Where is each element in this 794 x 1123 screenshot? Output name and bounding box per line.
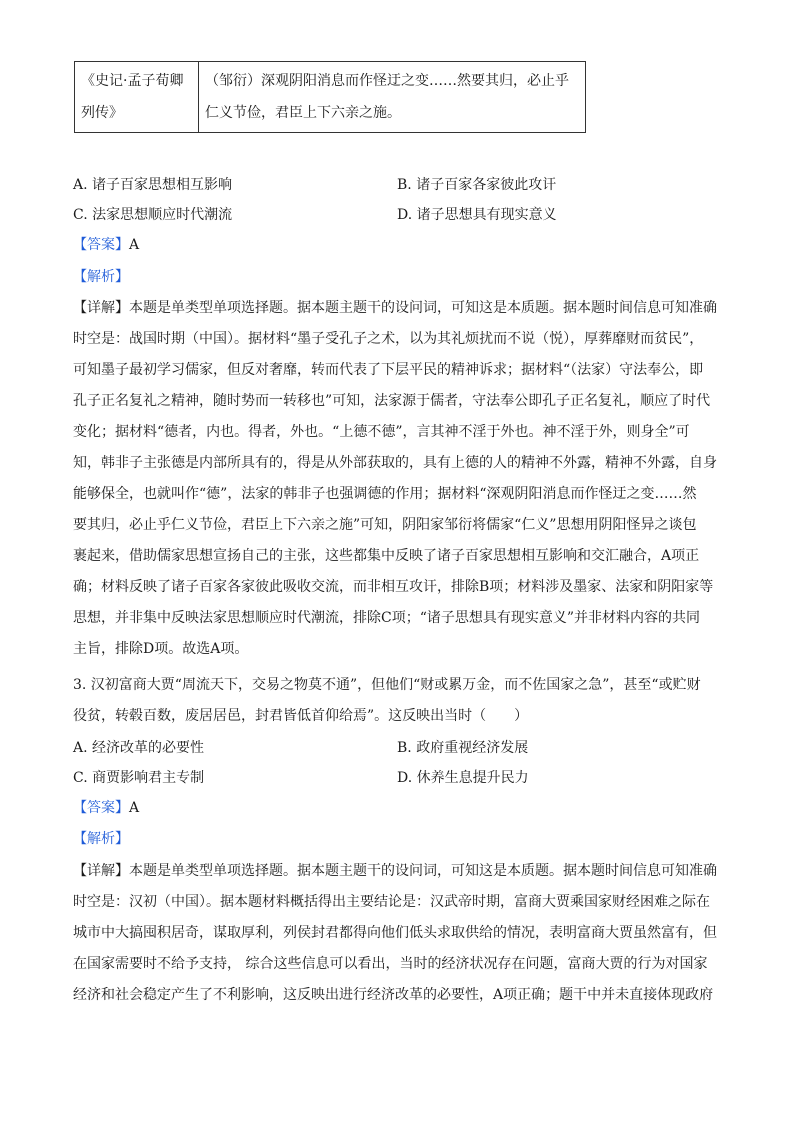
table-cell-source — [75, 62, 199, 133]
q3-analysis-label: 【解析】 — [73, 831, 129, 847]
q2-answer-label: 【答案】 — [73, 237, 129, 253]
q2-explanation-line: 确；材料反映了诸子百家各家彼此吸收交流，而非相互攻讦，排除B项；材料涉及墨家、法家和阴阳家等 — [73, 579, 714, 595]
q2-option-c: C. 法家思想顺应时代潮流 — [73, 207, 233, 223]
table-cell-content — [199, 62, 586, 133]
table-content-line-2: 仁义节俭，君臣上下六亲之施。 — [205, 105, 401, 121]
q3-answer-value: A — [129, 800, 140, 816]
q3-explanation-line: 城市中大搞囤积居奇，谋取厚利，列侯封君都得向他们低头求取供给的情况，表明富商大贾虽然富有，但 — [73, 925, 717, 941]
q2-answer-value: A — [129, 237, 140, 253]
table-source-line-2: 列传》 — [81, 105, 123, 121]
q2-option-b: B. 诸子百家各家彼此攻讦 — [397, 177, 557, 193]
q3-explanation-line: 在国家需要时不给予支持， 综合这些信息可以看出，当时的经济状况存在问题，富商大贾的行为对国家 — [73, 956, 708, 972]
q3-answer — [73, 797, 139, 817]
q3-answer-label: 【答案】 — [73, 800, 129, 816]
q2-explanation-line: 能够保全，也就叫作“德”，法家的韩非子也强调德的作用；据材料“深观阴阳消息而作怪迂之变……然 — [73, 486, 697, 502]
q2-explanation-line: 时空是：战国时期（中国）。据材料“墨子受孔子之术，以为其礼烦扰而不说（悦），厚葬靡财而贫民”， — [73, 331, 704, 347]
q3-option-d: D. 休养生息提升民力 — [397, 770, 529, 786]
q2-option-a: A. 诸子百家思想相互影响 — [73, 177, 233, 193]
q3-stem-line: 役贫，转毂百数，废居居邑，封君皆低首仰给焉”。这反映出当时（ ） — [73, 708, 529, 724]
q2-answer — [73, 234, 139, 254]
q2-explanation-line: 主旨，排除D项。故选A项。 — [73, 641, 249, 657]
source-table — [74, 61, 586, 133]
q3-explanation-line: 【详解】本题是单类型单项选择题。据本题主题干的设问词，可知这是本质题。据本题时间信息可知准确 — [73, 863, 717, 879]
table-source-line-1: 《史记·孟子荀卿 — [81, 73, 184, 89]
q2-option-d: D. 诸子思想具有现实意义 — [397, 207, 557, 223]
q3-explanation-line: 经济和社会稳定产生了不利影响，这反映出进行经济改革的必要性，A项正确；题干中并未直接体现政府 — [73, 987, 714, 1003]
q2-analysis-label: 【解析】 — [73, 269, 129, 285]
q2-explanation-line: 【详解】本题是单类型单项选择题。据本题主题干的设问词，可知这是本质题。据本题时间信息可知准确 — [73, 300, 717, 316]
q3-explanation-line: 时空是：汉初（中国）。据本题材料概括得出主要结论是：汉武帝时期，富商大贾乘国家财经困难之际在 — [73, 894, 710, 910]
q2-explanation-line: 要其归，必止乎仁义节俭，君臣上下六亲之施”可知，阴阳家邹衍将儒家“仁义”思想用阴阳怪异之谈包 — [73, 517, 697, 533]
q2-explanation-line: 裹起来，借助儒家思想宣扬自己的主张，这些都集中反映了诸子百家思想相互影响和交汇融合，A项正 — [73, 548, 700, 564]
q2-explanation-line: 变化；据材料“德者，内也。得者，外也。“上德不德”，言其神不淫于外也。神不淫于外，则身全”可 — [73, 424, 690, 440]
q2-explanation-line: 孔子正名复礼之精神，随时势而一转移也”可知，法家源于儒者，守法奉公即孔子正名复礼，顺应了时代 — [73, 393, 711, 409]
q2-explanation-line: 思想，并非集中反映法家思想顺应时代潮流，排除C项；“诸子思想具有现实意义”并非材料内容的共同 — [73, 610, 701, 626]
q3-option-c: C. 商贾影响君主专制 — [73, 770, 205, 786]
q3-option-a: A. 经济改革的必要性 — [73, 740, 205, 756]
table-content-line-1: （邹衍）深观阴阳消息而作怪迂之变……然要其归，必止乎 — [205, 73, 569, 89]
q2-explanation-line: 知，韩非子主张德是内部所具有的，得是从外部获取的，具有上德的人的精神不外露，精神不外露，自身 — [73, 455, 717, 471]
q2-explanation-line: 可知墨子最初学习儒家，但反对奢靡，转而代表了下层平民的精神诉求；据材料“（法家）守法奉公，即 — [73, 362, 704, 378]
table-row — [75, 62, 586, 133]
q3-stem-line: 3. 汉初富商大贾“周流天下，交易之物莫不通”，但他们“财或累万金，而不佐国家之急”，甚至“或贮财 — [73, 677, 701, 693]
q3-option-b: B. 政府重视经济发展 — [397, 740, 529, 756]
